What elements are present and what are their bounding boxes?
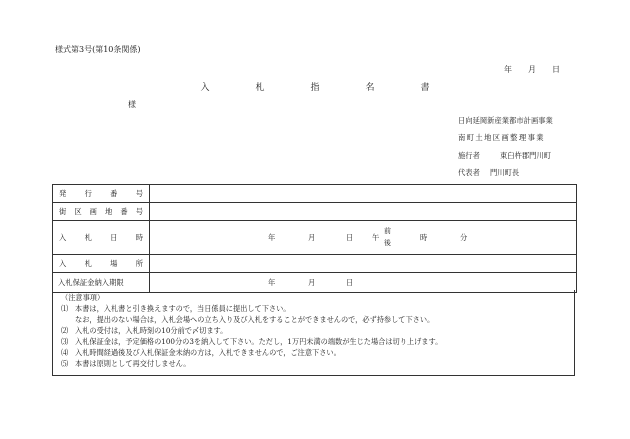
- form-number: 様式第3号(第10条関係): [55, 45, 141, 54]
- notes-heading: （注意事項）: [61, 293, 105, 302]
- month-unit: 月: [308, 277, 316, 287]
- table-row-bid-datetime: [53, 221, 576, 255]
- note-item: ⑸ 本書は原則として再交付しません。: [61, 359, 191, 368]
- row-label: 街区画地番号: [53, 203, 150, 220]
- day-unit: 日: [346, 277, 354, 287]
- am-label: 前: [384, 227, 391, 235]
- row-label: 入札場所: [53, 255, 150, 272]
- table-row-issue-number: [53, 185, 576, 203]
- pm-label: 後: [384, 239, 391, 247]
- am-prefix: 午: [372, 232, 380, 242]
- bid-info-table: [52, 184, 577, 293]
- executor-value: 東臼杵郡門川町: [500, 151, 552, 160]
- day-unit: 日: [346, 232, 354, 242]
- note-item: ⑵ 入札の受付は，入札時刻の10分前で〆切ます。: [61, 326, 228, 335]
- block-lot-number-field[interactable]: [150, 203, 576, 220]
- note-item: ⑷ 入札時間経過後及び入札保証金未納の方は，入札できませんので，ご注意下さい。: [61, 348, 341, 357]
- issuer-project-line2: 南町土地区画整理事業: [458, 133, 545, 142]
- note-item: なお，提出のない場合は，入札会場への立ち入り及び入札をすることができませんので，必ず持参して下さい。: [75, 315, 435, 324]
- row-label: 入札保証金納入期限: [53, 273, 150, 292]
- issuer-representative: [458, 168, 519, 178]
- representative-label: 代表者: [458, 168, 480, 177]
- representative-value: 門川町長: [490, 168, 520, 177]
- issuer-executor: [458, 151, 551, 161]
- bid-location-field[interactable]: [150, 255, 576, 272]
- document-title: 入札指名書: [200, 83, 476, 93]
- month-unit: 月: [308, 232, 316, 242]
- addressee: 様: [128, 100, 136, 109]
- issue-number-field[interactable]: [150, 185, 576, 202]
- bid-datetime-field[interactable]: [150, 221, 576, 254]
- year-unit: 年: [268, 232, 276, 242]
- note-item: ⑶ 入札保証金は，予定価格の100分の3を納入して下さい。ただし，1万円未満の端数が生じた場合は切り上げます。: [61, 337, 443, 346]
- issue-date: 年 月 日: [504, 65, 560, 74]
- hour-unit: 時: [420, 232, 428, 242]
- notes-section: [52, 290, 575, 376]
- note-item: ⑴ 本書は，入札書と引き換えますので，当日係員に提出して下さい。: [61, 304, 291, 313]
- executor-label: 施行者: [458, 151, 480, 160]
- table-row-bid-location: [53, 255, 576, 273]
- table-row-block-lot-number: [53, 203, 576, 221]
- minute-unit: 分: [460, 232, 468, 242]
- row-label: 発行番号: [53, 185, 150, 202]
- issuer-project-line1: 日向延岡新産業都市計画事業: [458, 116, 553, 125]
- row-label: 入札日時: [53, 221, 150, 254]
- year-unit: 年: [268, 277, 276, 287]
